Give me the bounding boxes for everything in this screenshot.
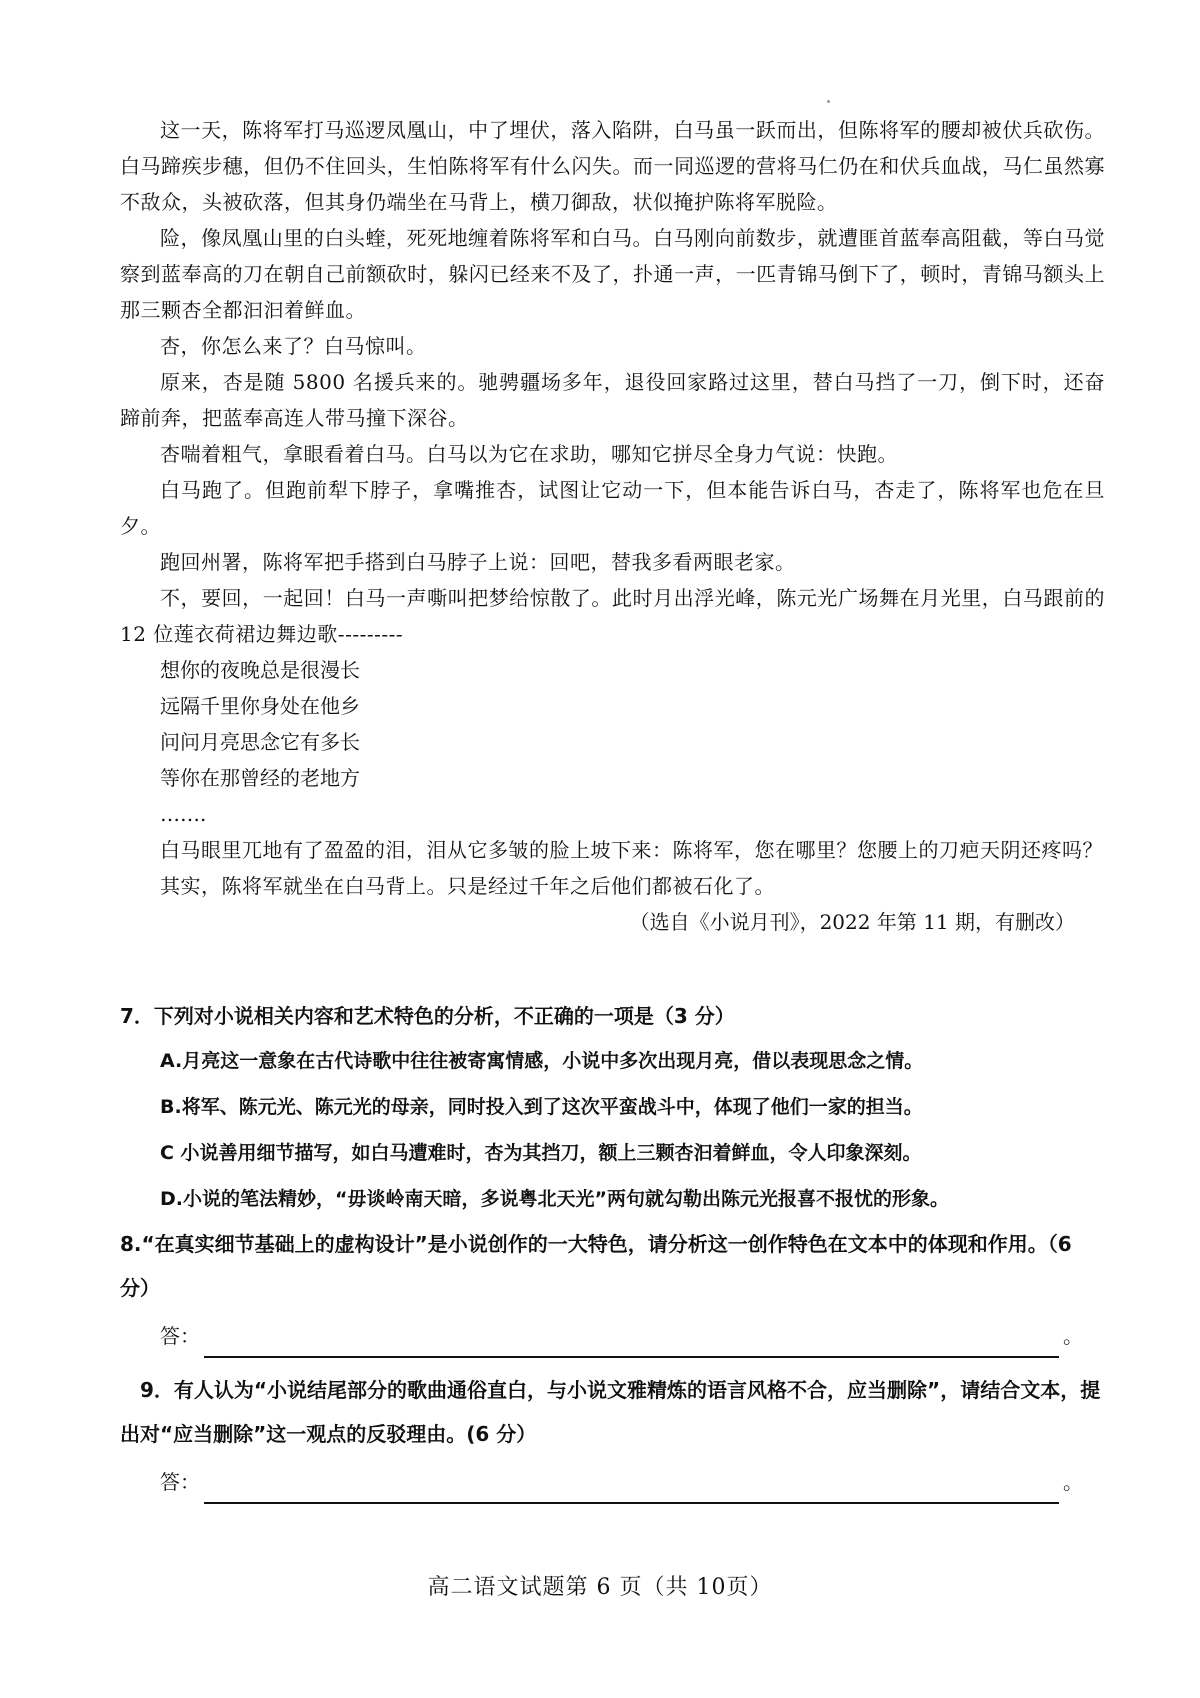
story-paragraph-6: 白马跑了。但跑前犁下脖子，拿嘴推杏，试图让它动一下，但本能告诉白马，杏走了，陈将军也危在旦夕。 [120, 478, 1105, 538]
song-line-1: 想你的夜晚总是很漫长 [160, 658, 360, 682]
q7-option-b[interactable]: B.将军、陈元光、陈元光的母亲，同时投入到了这次平蛮战斗中，体现了他们一家的担当。 [160, 1096, 923, 1118]
q9-answer-end: 。 [1063, 1470, 1083, 1494]
q8-answer-row [120, 1314, 1105, 1358]
song-line-2: 远隔千里你身处在他乡 [160, 694, 360, 718]
q8-answer-label: 答： [160, 1324, 200, 1348]
q7-option-c[interactable]: C 小说善用细节描写，如白马遭难时，杏为其挡刀，额上三颗杏汩着鲜血，令人印象深刻。 [160, 1142, 922, 1164]
story-text [120, 112, 1105, 940]
story-paragraph-1: 这一天，陈将军打马巡逻凤凰山，中了埋伏，落入陷阱，白马虽一跃而出，但陈将军的腰却被伏兵砍伤。白马蹄疾步穗，但仍不住回头，生怕陈将军有什么闪失。而一同巡逻的营将马仁仍在和伏兵血战，马仁虽然寡不敌众，头被砍落，但其身仍端坐在马背上，横刀御敌，状似掩护陈将军脱险。 [120, 118, 1105, 214]
q9-answer-row [120, 1460, 1105, 1504]
question-9: 9．有人认为“小说结尾部分的歌曲通俗直白，与小说文雅精炼的语言风格不合，应当删除”，请结合文本，提出对“应当删除”这一观点的反驳理由。(6 分） [120, 1378, 1101, 1446]
question-7: 7．下列对小说相关内容和艺术特色的分析，不正确的一项是（3 分） [120, 1004, 735, 1028]
source-citation: （选自《小说月刊》，2022 年第 11 期，有删改） [629, 910, 1075, 934]
story-paragraph-4: 原来，杏是随 5800 名援兵来的。驰骋疆场多年，退役回家路过这里，替白马挡了一刀，倒下时，还奋蹄前奔，把蓝奉高连人带马撞下深谷。 [120, 370, 1105, 430]
q9-answer-line[interactable] [204, 1472, 1059, 1504]
song-line-4: 等你在那曾经的老地方 [160, 766, 360, 790]
q7-option-d[interactable]: D.小说的笔法精妙，“毋谈岭南天暗，多说粤北天光”两句就勾勒出陈元光报喜不报忧的形象。 [160, 1188, 949, 1210]
story-paragraph-3: 杏，你怎么来了？白马惊叫。 [160, 334, 427, 358]
story-paragraph-9: 白马眼里兀地有了盈盈的泪，泪从它多皱的脸上坡下来：陈将军，您在哪里？您腰上的刀疤天阴还疼吗？ [160, 838, 1103, 862]
questions-section [120, 994, 1105, 1514]
song-ellipsis: ……. [160, 802, 207, 826]
page-footer: 高二语文试题第 6 页（共 10页） [427, 1575, 773, 1600]
story-paragraph-7: 跑回州署，陈将军把手搭到白马脖子上说：回吧，替我多看两眼老家。 [160, 550, 796, 574]
q7-option-a[interactable]: A.月亮这一意象在古代诗歌中往往被寄寓情感，小说中多次出现月亮，借以表现思念之情。 [160, 1050, 924, 1072]
q8-answer-end: 。 [1063, 1324, 1083, 1348]
story-paragraph-10: 其实，陈将军就坐在白马背上。只是经过千年之后他们都被石化了。 [160, 874, 775, 898]
story-paragraph-2: 险，像凤凰山里的白头蝰，死死地缠着陈将军和白马。白马刚向前数步，就遭匪首蓝奉高阻截，等白马觉察到蓝奉高的刀在朝自己前额砍时，躲闪已经来不及了，扑通一声，一匹青锦马倒下了，顿时，青锦马额头上那三颗杏全都汩汩着鲜血。 [120, 226, 1105, 322]
q8-answer-line[interactable] [204, 1326, 1059, 1358]
scan-speck [827, 100, 830, 103]
song-line-3: 问问月亮思念它有多长 [160, 730, 360, 754]
story-paragraph-8: 不，要回，一起回！白马一声嘶叫把梦给惊散了。此时月出浮光峰，陈元光广场舞在月光里，白马跟前的 12 位莲衣荷裙边舞边歌--------- [120, 586, 1105, 646]
q9-answer-label: 答： [160, 1470, 200, 1494]
question-8: 8.“在真实细节基础上的虚构设计”是小说创作的一大特色，请分析这一创作特色在文本中的体现和作用。（6 分） [120, 1232, 1072, 1300]
story-paragraph-5: 杏喘着粗气，拿眼看着白马。白马以为它在求助，哪知它拼尽全身力气说：快跑。 [160, 442, 898, 466]
